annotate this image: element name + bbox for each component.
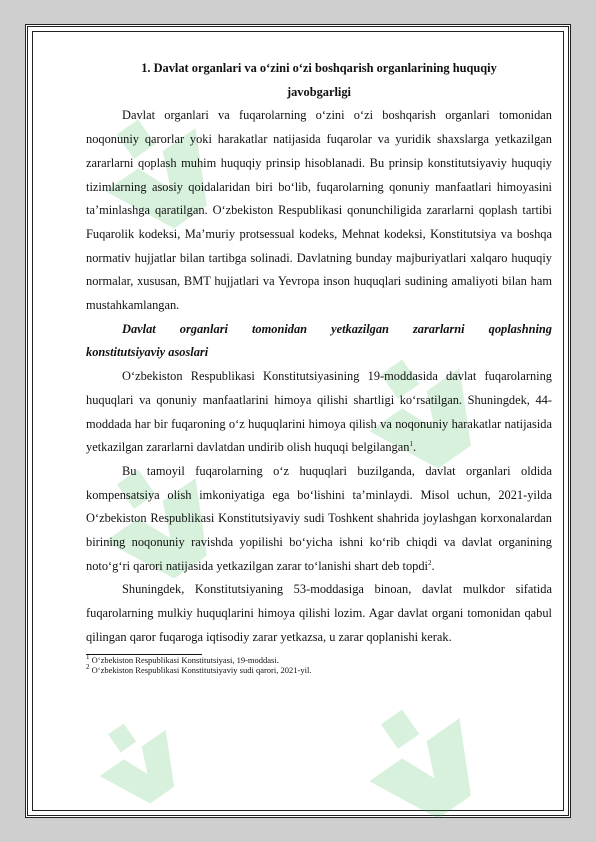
paragraph-3-text: Bu tamoyil fuqarolarning o‘z huquqlari buzilganda, davlat organlari oldida kompensatsiya olish imkoniyatiga ega bo‘lishini ta’minlaydi. Misol uchun, 2021-yilda O‘zbekiston Respublikasi Konstitutsiyaviy sudi Toshkent shahrida joylashgan korxonalardan birining noqonuniy ravishda yopilishi bo‘yicha ishni ko‘rib chiqdi va davlat organining noto‘g‘ri qarori natijasida yetkazilgan zarar to‘lanishi shart deb topdi — [86, 463, 552, 573]
paragraph-3 — [86, 460, 552, 579]
footnote-ref-1[interactable]: 1 — [409, 440, 413, 449]
subheading-line1: Davlat organlari tomonidan yetkazilgan zararlarni qoplashning — [122, 321, 552, 336]
footnote-2-num: 2 — [86, 663, 90, 672]
section-title-line1: 1. Davlat organlari va o‘zini o‘zi boshqarish organlarining huquqiy — [141, 61, 497, 75]
paragraph-4: Shuningdek, Konstitutsiyaning 53-moddasiga binoan, davlat mulkdor sifatida fuqarolarning mulkiy huquqlarini himoya qilishi lozim. Agar davlat organi tomonidan qabul qilingan qaror fuqaroga iqtisodiy zarar yetkazsa, u zarar qoplanishi kerak. — [86, 582, 552, 644]
footnote-1-num: 1 — [86, 652, 90, 661]
document-body — [86, 57, 552, 676]
subheading-line2: konstitutsiyaviy asoslari — [86, 345, 209, 360]
section-title-line2: javobgarligi — [286, 84, 352, 99]
footnote-1 — [86, 652, 552, 666]
section-title — [86, 57, 552, 104]
footnote-ref-2[interactable]: 2 — [428, 558, 432, 567]
footnote-2-text: O‘zbekiston Respublikasi Konstitutsiyaviy sudi qarori, 2021-yil. — [89, 665, 312, 676]
paragraph-2 — [86, 365, 552, 460]
footnote-1-text: O‘zbekiston Respublikasi Konstitutsiyasi, 19-moddasi. — [89, 654, 279, 665]
paragraph-1: Davlat organlari va fuqarolarning o‘zini o‘zi boshqarish organlari tomonidan noqonuniy qarorlar yoki harakatlar natijasida fuqarolar va yuridik shaxslarga yetkazilgan zararlarni qoplash muhim huquqiy prinsip hisoblanadi. Bu prinsip konstitutsiyaviy huquqiy tizimlarning asosiy qoidalaridan biri bo‘lib, fuqarolarning qonuniy manfaatlari himoyasini ta’minlashga qaratilgan. O‘zbekiston Respublikasi qonunchiligida zararlarni qoplash tartibi Fuqarolik kodeksi, Ma’muriy protsessual kodeks, Mehnat kodeksi, Konstitutsiya va boshqa normativ hujjatlar bilan tartibga solinadi. Davlatning bunday majburiyatlari xalqaro huquqiy normalar, xususan, BMT hujjatlari va Yevropa inson huquqlari sudining amaliyoti bilan ham mustahkamlangan. — [86, 108, 552, 313]
paragraph-2-end: . — [412, 440, 417, 455]
document-page — [25, 24, 571, 818]
footnote-2 — [86, 665, 552, 676]
paragraph-2-text: O‘zbekiston Respublikasi Konstitutsiyasining 19-moddasida davlat fuqarolarning huquqlari va qonuniy manfaatlarini himoya qilishi shartligi ko‘rsatilgan. Shuningdek, 44-moddada har bir fuqaroning o‘z huquqlarini himoya qilish va noqonuniy harakatlar natijasida yetkazilgan zararlarni davlatdan undirib olish huquqi belgilangan — [86, 369, 552, 455]
paragraph-3-end: . — [431, 558, 435, 573]
